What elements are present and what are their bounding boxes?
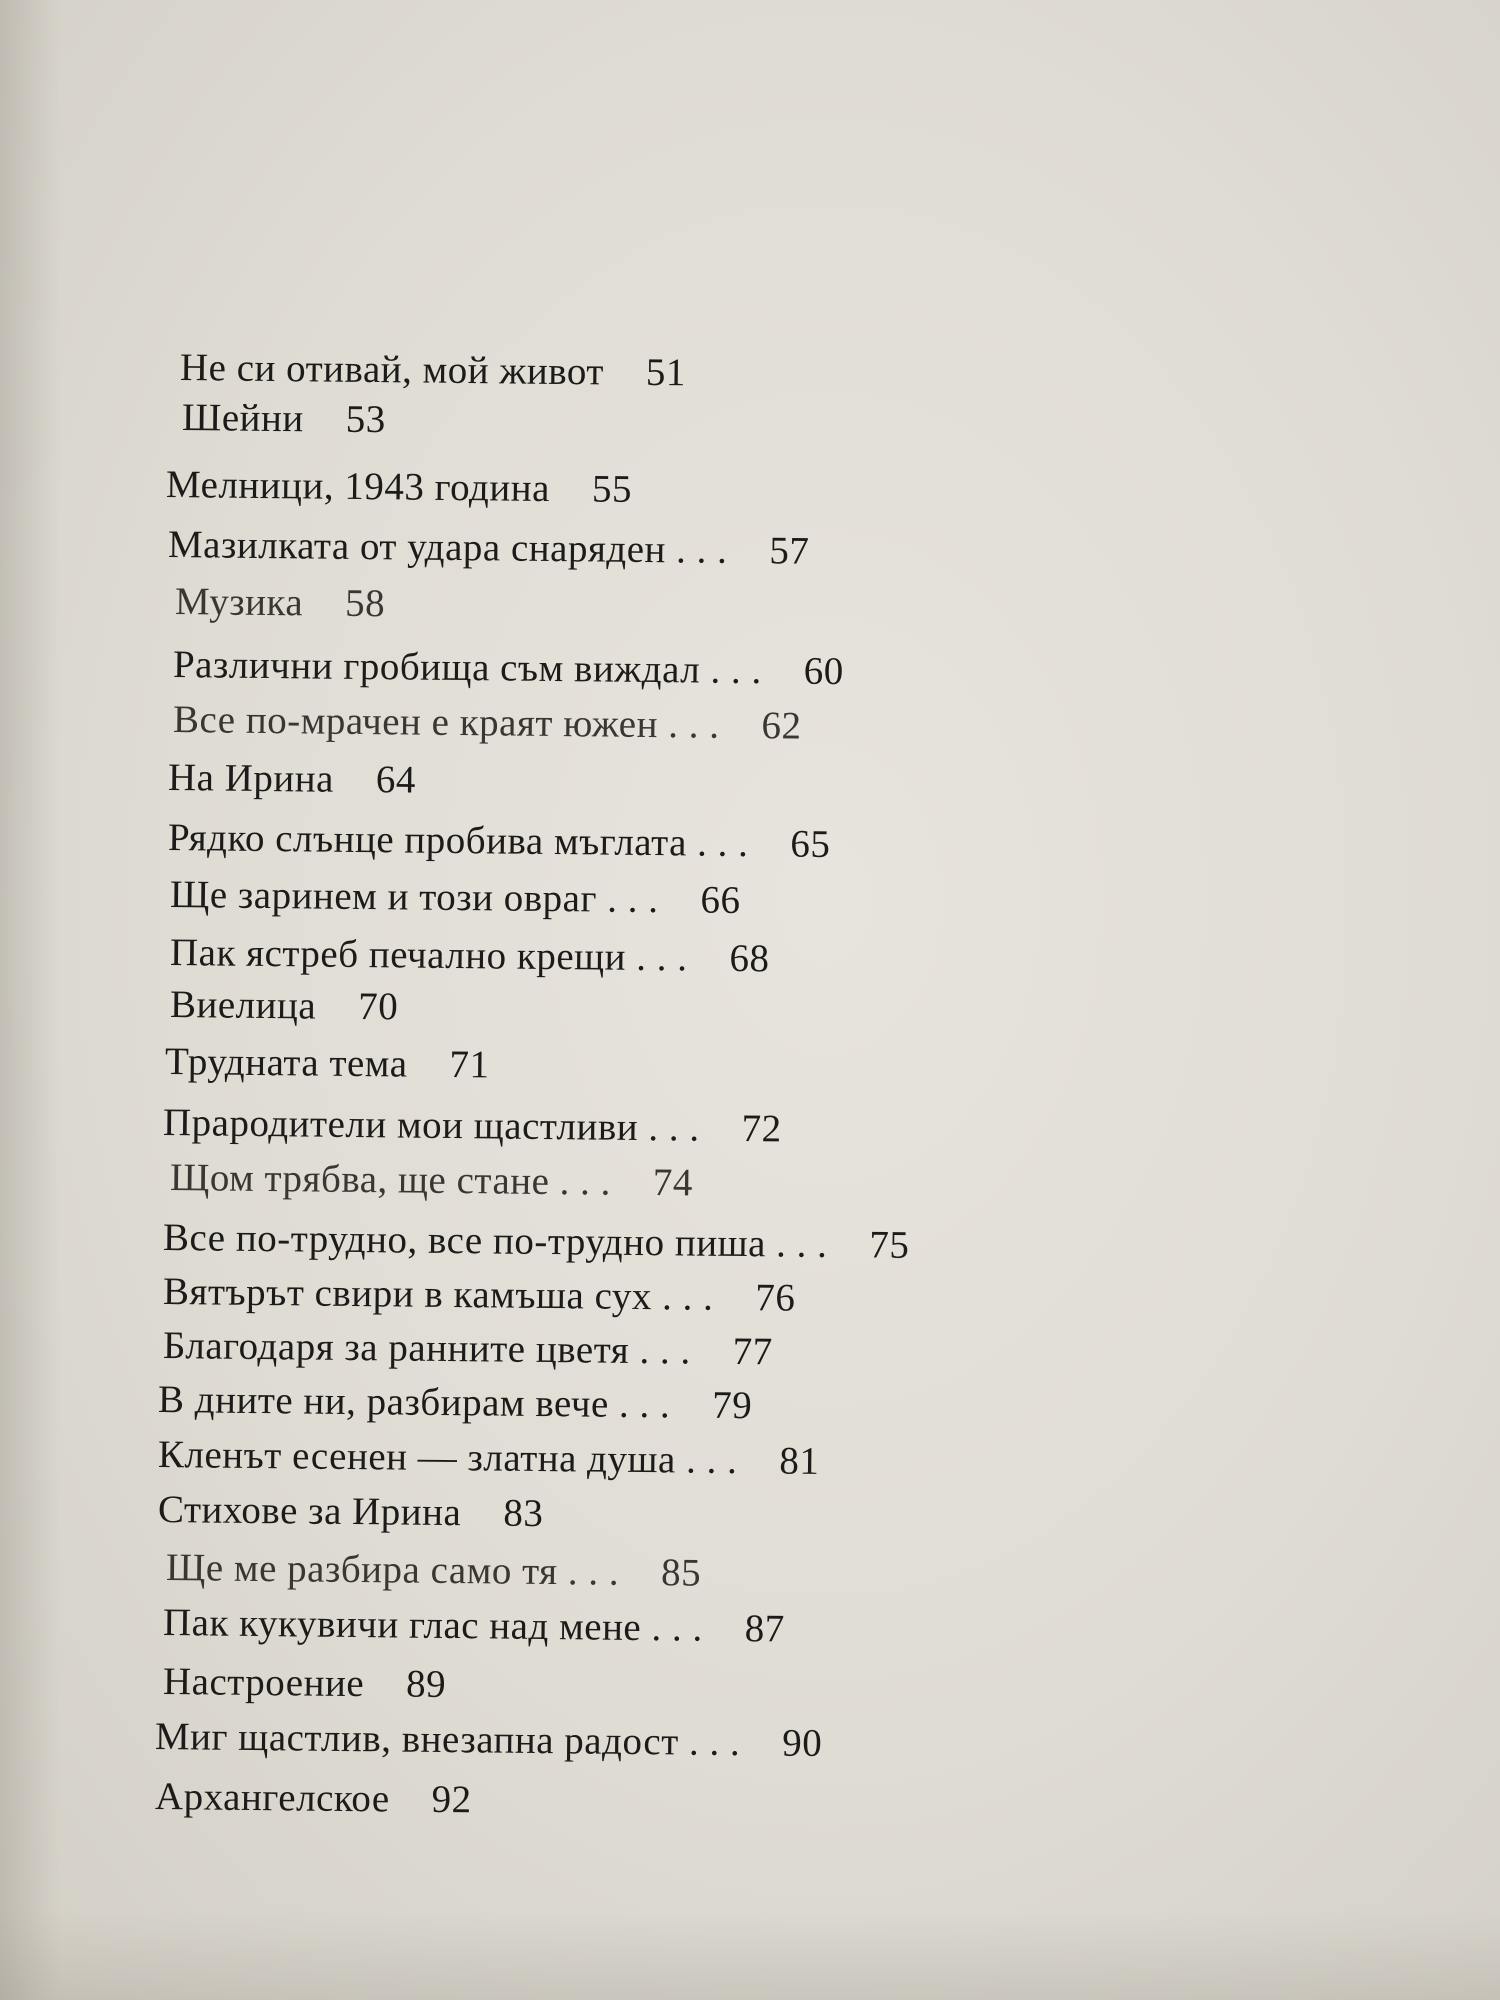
- toc-entry-page: 76: [755, 1276, 796, 1320]
- toc-entry-title: Архангелское: [154, 1775, 390, 1821]
- toc-entry-title: Стихове за Ирина: [157, 1488, 462, 1535]
- toc-entry-title: Прародители мои щастливи . . .: [162, 1101, 700, 1150]
- toc-entry-title: Вятърът свири в камъша сух . . .: [162, 1270, 714, 1319]
- toc-entry-page: 89: [405, 1662, 447, 1706]
- toc-entry-page: 62: [761, 704, 802, 748]
- toc-entry-page: 53: [345, 397, 386, 442]
- toc-entry-page: 74: [652, 1161, 694, 1205]
- toc-entry: [172, 643, 844, 694]
- toc-entry: [162, 1101, 782, 1151]
- toc-entry-title: Миг щастлив, внезапна радост . . .: [154, 1715, 741, 1765]
- toc-entry: [162, 1324, 773, 1374]
- toc-entry: [163, 1662, 447, 1704]
- toc-entry: [169, 931, 770, 981]
- toc-entry-page: 90: [782, 1721, 823, 1765]
- toc-entry: [166, 465, 632, 509]
- toc-entry-page: 68: [729, 936, 770, 981]
- toc-entry-title: Различни гробища съм виждал . . .: [172, 643, 762, 693]
- toc-entry-title: Кленът есенен — златна душа . . .: [157, 1433, 738, 1483]
- toc-entry-title: Настроение: [162, 1660, 365, 1706]
- toc-entry-page: 85: [660, 1551, 702, 1595]
- toc-entry-page: 51: [645, 350, 687, 395]
- toc-entry: [168, 818, 831, 864]
- toc-entry: [163, 1272, 796, 1318]
- toc-entry-title: На Ирина: [167, 756, 335, 801]
- toc-entry-title: Все по-трудно, все по-трудно пиша . . .: [162, 1216, 828, 1266]
- toc-entry-page: 81: [779, 1439, 820, 1483]
- toc-entry-title: Ще ме разбира само тя . . .: [165, 1546, 620, 1594]
- toc-entry: [166, 1548, 702, 1593]
- toc-entry: [163, 1603, 785, 1649]
- toc-entry: [154, 1775, 472, 1822]
- toc-entry-page: 70: [357, 984, 399, 1029]
- toc-entry-page: 92: [431, 1777, 472, 1822]
- toc-entry-title: Мазилката от удара снаряден . . .: [167, 523, 728, 572]
- toc-entry-page: 83: [503, 1491, 544, 1536]
- toc-entry-page: 77: [732, 1329, 773, 1374]
- toc-entry: [158, 1435, 820, 1481]
- toc-entry-title: Щом трябва, ще стане . . .: [169, 1156, 612, 1204]
- toc-entry-title: Пак ястреб печално крещи . . .: [169, 931, 688, 980]
- toc-entry-page: 60: [803, 649, 844, 694]
- toc-entry: [173, 700, 802, 746]
- toc-entry: [168, 525, 810, 571]
- toc-entry-page: 55: [591, 467, 633, 511]
- toc-entry: [168, 758, 416, 800]
- toc-entry-title: Ще заринем и този овраг . . .: [169, 873, 659, 922]
- toc-entry-title: Виелица: [169, 983, 317, 1028]
- toc-entry: [170, 875, 741, 920]
- toc-entry-page: 65: [790, 822, 831, 866]
- toc-entry: [169, 983, 399, 1029]
- toc-entry-page: 79: [712, 1383, 753, 1428]
- toc-entry-title: Все по-мрачен е краят южен . . .: [172, 698, 720, 747]
- toc-entry: [157, 1488, 544, 1536]
- toc-entry-page: 87: [744, 1607, 785, 1651]
- toc-entry-page: 71: [449, 1042, 490, 1087]
- toc-entry-title: Рядко слънце пробива мъглата . . .: [167, 816, 749, 866]
- toc-entry-title: Благодаря за ранните цветя . . .: [162, 1324, 691, 1373]
- toc-entry: [181, 396, 386, 442]
- toc-entry-title: Не си отивай, мой живот: [179, 346, 605, 394]
- toc-entry-title: В дните ни, разбирам вече . . .: [157, 1378, 671, 1427]
- toc-entry-title: Мелници, 1943 година: [165, 463, 551, 511]
- toc-entry-title: Шейни: [181, 396, 304, 441]
- toc-entry: [163, 1218, 910, 1265]
- toc-entry-title: Музика: [174, 580, 304, 625]
- toc-entry-page: 64: [375, 758, 417, 802]
- toc-entry-title: Пак кукувичи глас над мене . . .: [162, 1601, 703, 1650]
- toc-entry: [155, 1717, 823, 1763]
- toc-entry: [174, 580, 386, 626]
- toc-entry-title: Трудната тема: [164, 1040, 408, 1086]
- toc-entry-page: 72: [741, 1107, 782, 1151]
- toc-entry-page: 58: [344, 581, 386, 626]
- toc-entry-page: 66: [700, 878, 741, 922]
- toc-entry-page: 57: [769, 529, 810, 573]
- toc-entry: [169, 1156, 694, 1205]
- toc-entry: [157, 1378, 753, 1428]
- toc-entry-page: 75: [869, 1223, 910, 1267]
- toc-entry: [164, 1040, 490, 1087]
- toc-entry: [179, 346, 687, 395]
